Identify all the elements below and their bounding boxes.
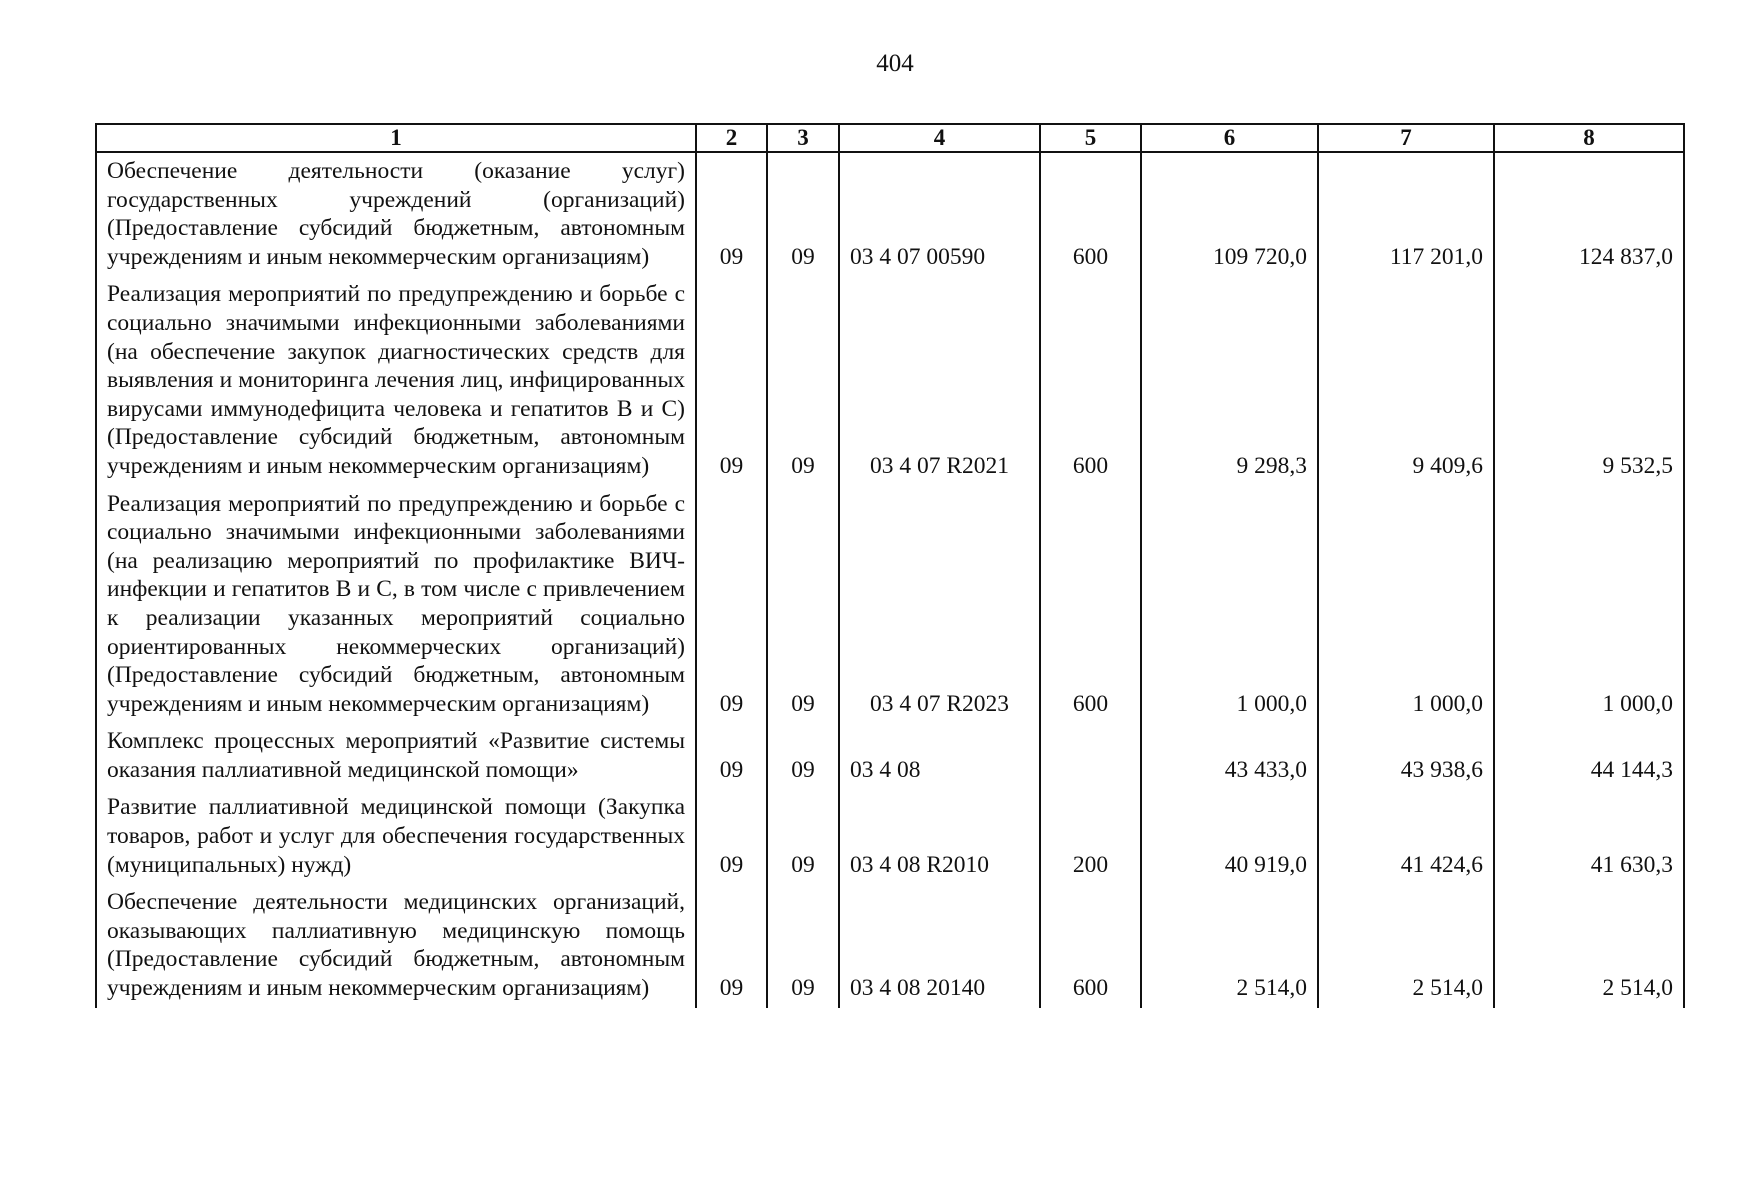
row-section: 09: [696, 723, 767, 789]
header-cell: 6: [1141, 124, 1318, 152]
row-amount-year3: 1 000,0: [1494, 486, 1684, 724]
table-row: [96, 486, 1684, 724]
row-subsection: 09: [767, 276, 839, 485]
row-amount-year1: 2 514,0: [1141, 884, 1318, 1007]
header-cell: 2: [696, 124, 767, 152]
row-amount-year2: 43 938,6: [1318, 723, 1494, 789]
row-amount-year3: 2 514,0: [1494, 884, 1684, 1007]
row-section: 09: [696, 276, 767, 485]
row-description: Обеспечение деятельности (оказание услуг) государственных учреждений (организаций) (Предоставление субсидий бюджетным, автономным учреждениям и иным некоммерческим организациям): [96, 152, 696, 276]
row-section: 09: [696, 152, 767, 276]
table-row: [96, 789, 1684, 884]
table-row: [96, 884, 1684, 1007]
table-row: [96, 723, 1684, 789]
row-amount-year2: 9 409,6: [1318, 276, 1494, 485]
row-expense-type: 600: [1040, 152, 1141, 276]
table-row: [96, 152, 1684, 276]
budget-table: [95, 123, 1685, 1008]
row-description: Развитие паллиативной медицинской помощи (Закупка товаров, работ и услуг для обеспечения государственных (муниципальных) нужд): [96, 789, 696, 884]
row-target-code: 03 4 07 R2023: [839, 486, 1040, 724]
row-subsection: 09: [767, 884, 839, 1007]
page-number: 404: [876, 50, 914, 77]
row-expense-type: 200: [1040, 789, 1141, 884]
row-target-code: 03 4 08 20140: [839, 884, 1040, 1007]
row-amount-year1: 40 919,0: [1141, 789, 1318, 884]
header-cell: 7: [1318, 124, 1494, 152]
row-subsection: 09: [767, 152, 839, 276]
header-cell: 5: [1040, 124, 1141, 152]
row-description: Обеспечение деятельности медицинских организаций, оказывающих паллиативную медицинскую помощь (Предоставление субсидий бюджетным, автономным учреждениям и иным некоммерческим организациям): [96, 884, 696, 1007]
row-amount-year3: 41 630,3: [1494, 789, 1684, 884]
header-cell: 4: [839, 124, 1040, 152]
row-amount-year1: 1 000,0: [1141, 486, 1318, 724]
row-description: Комплекс процессных мероприятий «Развитие системы оказания паллиативной медицинской помощи»: [96, 723, 696, 789]
row-description: Реализация мероприятий по предупреждению и борьбе с социально значимыми инфекционными заболеваниями (на обеспечение закупок диагностических средств для выявления и мониторинга лечения лиц, инфицированных вирусами иммунодефицита человека и гепатитов B и C) (Предоставление субсидий бюджетным, автономным учреждениям и иным некоммерческим организациям): [96, 276, 696, 485]
row-target-code: 03 4 07 00590: [839, 152, 1040, 276]
header-row: [96, 124, 1684, 152]
row-expense-type: 600: [1040, 276, 1141, 485]
row-target-code: 03 4 07 R2021: [839, 276, 1040, 485]
row-amount-year2: 2 514,0: [1318, 884, 1494, 1007]
row-amount-year1: 109 720,0: [1141, 152, 1318, 276]
row-amount-year2: 41 424,6: [1318, 789, 1494, 884]
row-subsection: 09: [767, 789, 839, 884]
row-amount-year2: 1 000,0: [1318, 486, 1494, 724]
row-section: 09: [696, 884, 767, 1007]
header-cell: 8: [1494, 124, 1684, 152]
row-expense-type: [1040, 723, 1141, 789]
header-cell: 3: [767, 124, 839, 152]
row-expense-type: 600: [1040, 884, 1141, 1007]
row-amount-year2: 117 201,0: [1318, 152, 1494, 276]
table-row: [96, 276, 1684, 485]
row-amount-year3: 9 532,5: [1494, 276, 1684, 485]
row-amount-year1: 43 433,0: [1141, 723, 1318, 789]
header-cell: 1: [96, 124, 696, 152]
row-amount-year3: 44 144,3: [1494, 723, 1684, 789]
row-target-code: 03 4 08 R2010: [839, 789, 1040, 884]
row-description: Реализация мероприятий по предупреждению и борьбе с социально значимыми инфекционными заболеваниями (на реализацию мероприятий по профилактике ВИЧ-инфекции и гепатитов B и C, в том числе с привлечением к реализации указанных мероприятий социально ориентированных некоммерческих организаций) (Предоставление субсидий бюджетным, автономным учреждениям и иным некоммерческим организациям): [96, 486, 696, 724]
row-subsection: 09: [767, 723, 839, 789]
row-section: 09: [696, 789, 767, 884]
row-amount-year1: 9 298,3: [1141, 276, 1318, 485]
row-expense-type: 600: [1040, 486, 1141, 724]
row-target-code: 03 4 08: [839, 723, 1040, 789]
row-subsection: 09: [767, 486, 839, 724]
row-section: 09: [696, 486, 767, 724]
row-amount-year3: 124 837,0: [1494, 152, 1684, 276]
